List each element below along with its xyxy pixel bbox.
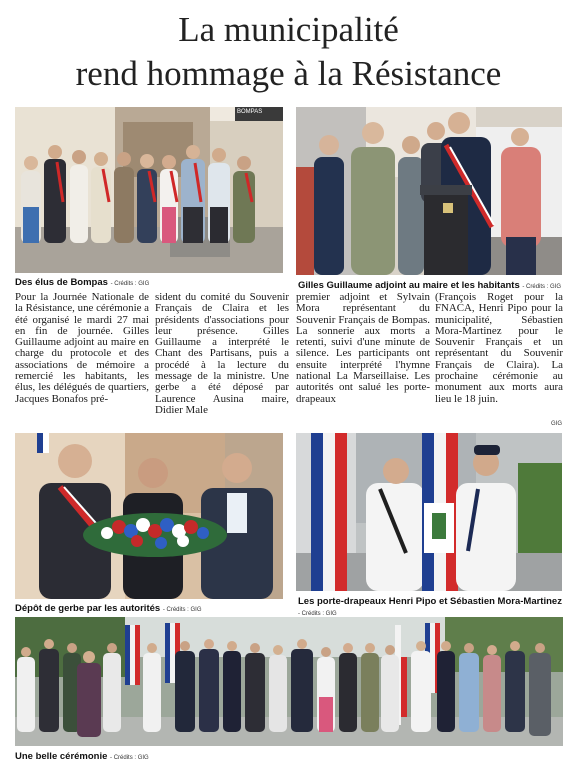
caption-gilles-credit: - Crédits : GIG xyxy=(522,284,562,290)
caption-porte-drapeaux-credit: - Crédits : GIG xyxy=(298,611,337,617)
caption-porte-drapeaux xyxy=(298,596,562,618)
photo-porte-drapeaux xyxy=(296,433,562,591)
photo-belle-ceremonie xyxy=(15,617,563,746)
headline-line-2: rend hommage à la Résistance xyxy=(75,54,502,93)
article-paragraph-1: Pour la Journée Nationale de la Résistance, une cérémonie a été organisé le mardi 27 mai en fin de journée. Gilles Guillaume adjoint au maire en charge du protocole et des associations de mémoire a remercié les habitants, les élus, les délégués de quartiers, Jacques Bonafos pré- xyxy=(15,292,149,405)
article-column-2 xyxy=(155,292,289,426)
caption-gerbe-credit: - Crédits : GIG xyxy=(162,607,202,613)
article-paragraph-3: premier adjoint et Sylvain Mora représentant du Souvenir Français de Bompas. La sonnerie aux morts a retenti, suivi d'une minute de silence. Les participants ont ensuite interprété l'hymne national La Marseillaise. Les autorités ont salué les porte-drapeaux xyxy=(296,292,430,405)
article-signature: GIG xyxy=(551,421,563,427)
article-paragraph-2: sident du comité du Souvenir Français de Claira et les présidents d'associations pour leur présence. Gilles Guillaume a interprété le Chant des Partisans, puis a procédé à la lecture du message de la ministre. Une gerbe a été déposé par Laurence Ausina maire, Didier Male xyxy=(155,292,289,416)
caption-elus xyxy=(15,277,149,288)
caption-elus-text: Des élus de Bompas xyxy=(15,277,108,288)
bompas-sign: BOMPAS xyxy=(237,109,263,115)
photo-gilles-guillaume xyxy=(296,107,562,275)
caption-ceremonie xyxy=(15,751,149,762)
caption-ceremonie-text: Une belle cérémonie xyxy=(15,751,108,762)
caption-elus-credit: - Crédits : GIG xyxy=(110,281,150,287)
caption-gerbe xyxy=(15,603,202,614)
caption-porte-drapeaux-text: Les porte-drapeaux Henri Pipo et Sébastien Mora-Martinez xyxy=(298,596,562,607)
caption-gilles xyxy=(298,280,561,291)
headline-line-1: La municipalité xyxy=(178,10,399,49)
caption-ceremonie-credit: - Crédits : GIG xyxy=(110,755,149,761)
article-paragraph-4: (François Roget pour la FNACA, Henri Pipo pour la municipalité, Sébastien Mora-Martinez pour le Souvenir Français et un représentant du Souvenir Français de Claira). La prochaine cérémonie au monument aux morts aura lieu le 18 juin. xyxy=(435,292,563,405)
article-column-1 xyxy=(15,292,149,426)
article-column-4 xyxy=(435,292,563,426)
caption-gilles-text: Gilles Guillaume adjoint au maire et les habitants xyxy=(298,280,520,291)
article-column-3 xyxy=(296,292,430,426)
photo-depot-de-gerbe xyxy=(15,433,283,599)
caption-gerbe-text: Dépôt de gerbe par les autorités xyxy=(15,603,161,614)
photo-elus-de-bompas xyxy=(15,107,283,273)
